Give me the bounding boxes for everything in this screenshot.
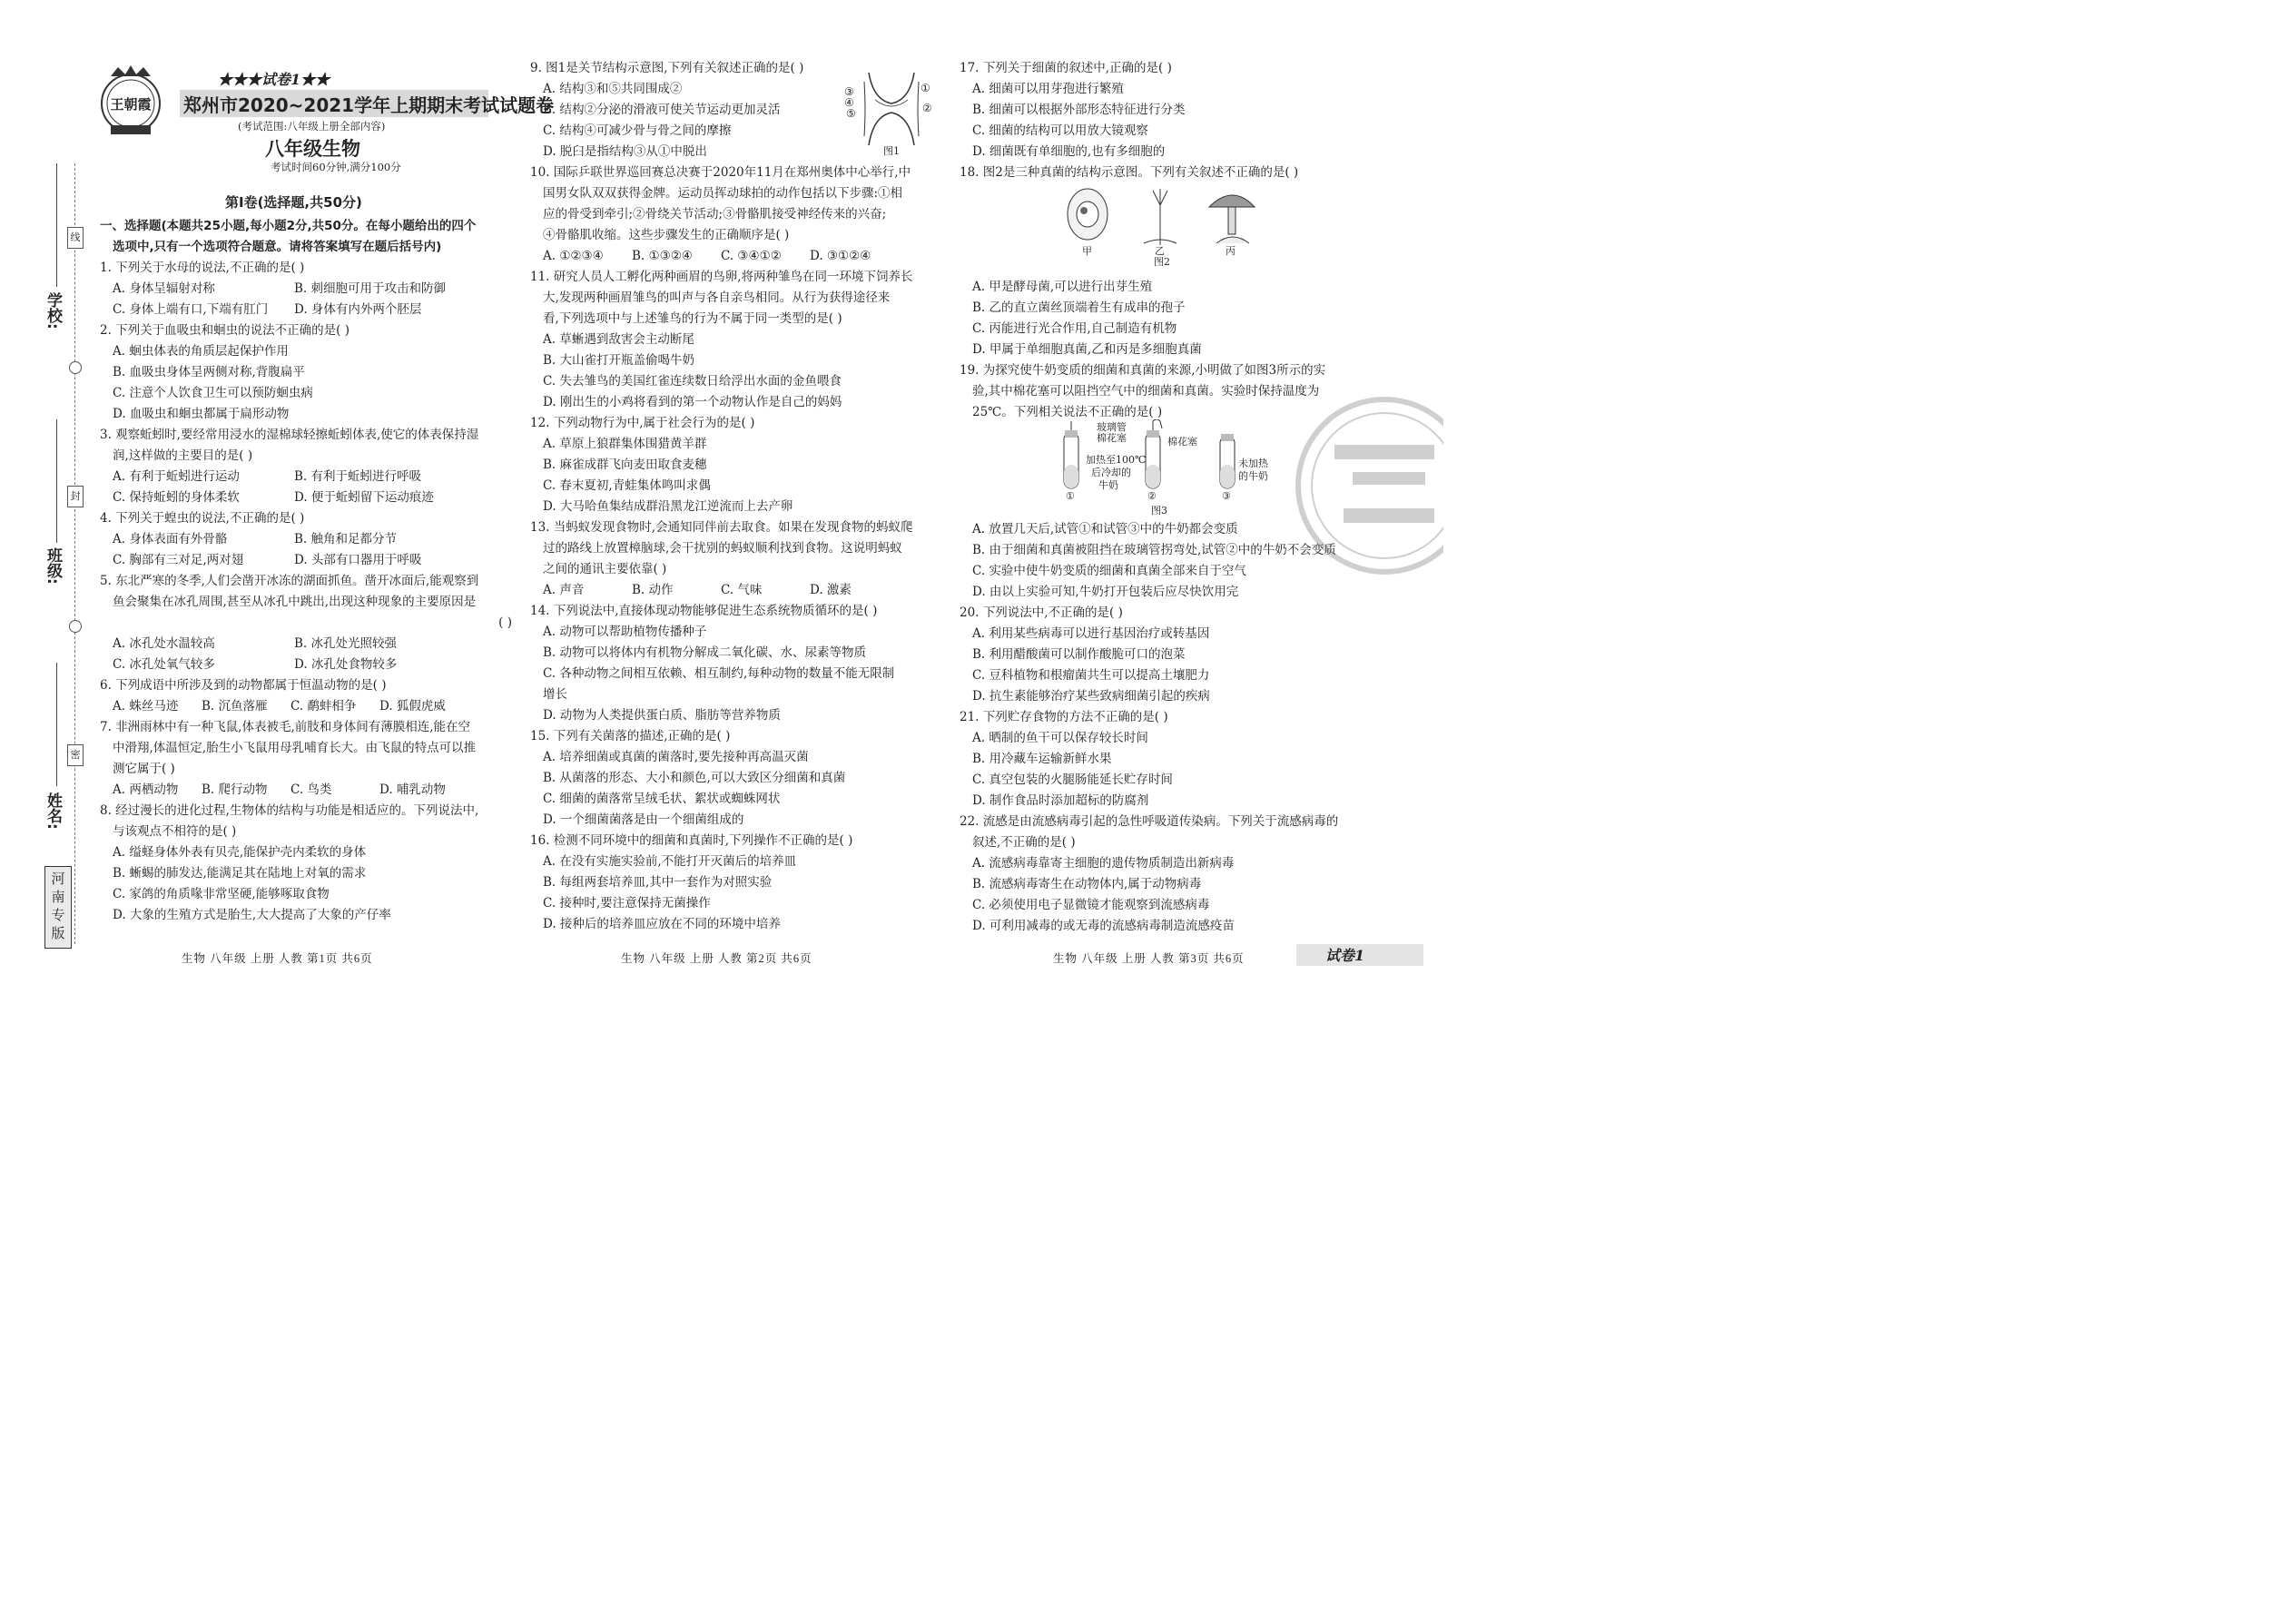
option-row — [100, 696, 512, 717]
answer-option: C. 家鸽的角质喙非常坚硬,能够啄取食物 — [113, 887, 330, 901]
answer-option: A. 身体表面有外骨骼 — [113, 532, 228, 546]
publisher-logo: 王朝霞 — [98, 64, 163, 138]
question-text: 鱼会聚集在冰孔周围,甚至从冰孔中跳出,出现这种现象的主要原因是 — [113, 595, 477, 609]
question-stem: 5. 东北严寒的冬季,人们会凿开冰冻的湖面抓鱼。凿开冰面后,能观察到 — [100, 574, 479, 588]
exam-number: ★★★试卷1★★ — [218, 71, 330, 88]
column-3-mid — [960, 277, 1325, 423]
answer-option: C. 鹬蚌相争 — [290, 699, 357, 714]
answer-option: A. 缢蛏身体外表有贝壳,能保护壳内柔软的身体 — [113, 845, 367, 860]
answer-option: B. 有利于蚯蚓进行呼吸 — [294, 469, 422, 484]
answer-option: B. 蜥蜴的肺发达,能满足其在陆地上对氧的需求 — [113, 866, 367, 881]
answer-option: C. 结构④可减少骨与骨之间的摩擦 — [543, 123, 732, 138]
answer-option: D. 一个细菌菌落是由一个细菌组成的 — [543, 812, 744, 827]
answer-option: C. 必须使用电子显微镜才能观察到流感病毒 — [972, 898, 1210, 912]
question-text: 中滑翔,体温恒定,胎生小飞鼠用母乳哺育长大。由飞鼠的特点可以推 — [113, 741, 477, 755]
answer-option: D. 可利用减毒的或无毒的流感病毒制造流感疫苗 — [972, 919, 1235, 933]
answer-option: D. ③①②④ — [810, 249, 871, 263]
option-row — [100, 634, 512, 655]
option-row — [100, 550, 512, 571]
answer-option: C. 注意个人饮食卫生可以预防蛔虫病 — [113, 386, 313, 400]
question-stem: 22. 流感是由流感病毒引起的急性呼吸道传染病。下列关于流感病毒的 — [960, 814, 1339, 829]
footer-page-1: 生物 八年级 上册 人教 第1页 共6页 — [182, 952, 373, 965]
question-stem: 21. 下列贮存食物的方法不正确的是( ) — [960, 710, 1168, 724]
question-stem: 20. 下列说法中,不正确的是( ) — [960, 605, 1123, 620]
answer-option: A. 培养细菌或真菌的菌落时,要先接种再高温灭菌 — [543, 750, 809, 764]
answer-option: C. 失去雏鸟的美国红雀连续数日给浮出水面的金鱼喂食 — [543, 374, 842, 389]
question-text: 叙述,不正确的是( ) — [972, 835, 1076, 850]
answer-option: B. 麻雀成群飞向麦田取食麦穗 — [543, 458, 707, 472]
answer-option: C. 气味 — [721, 583, 763, 597]
answer-option: C. 保持蚯蚓的身体柔软 — [113, 490, 240, 505]
question-text: 25℃。下列相关说法不正确的是( ) — [972, 405, 1163, 419]
option-row — [100, 487, 512, 508]
answer-option: A. 有利于蚯蚓进行运动 — [113, 469, 240, 484]
column-1 — [100, 258, 512, 926]
question-text: 增长 — [543, 687, 567, 702]
answer-option: D. 由以上实验可知,牛奶打开包装后应尽快饮用完 — [972, 585, 1239, 599]
answer-option: A. 草原上狼群集体围猎黄羊群 — [543, 437, 707, 451]
answer-option: C. 细菌的菌落常呈绒毛状、絮状或蜘蛛网状 — [543, 792, 781, 806]
answer-option: D. 大象的生殖方式是胎生,大大提高了大象的产仔率 — [113, 908, 391, 922]
answer-option: A. 流感病毒靠寄主细胞的遗传物质制造出新病毒 — [972, 856, 1235, 871]
option-row — [100, 780, 512, 801]
edition-badge: 河 南 专 版 — [44, 866, 72, 949]
binding-line — [74, 163, 75, 944]
answer-option: A. 草蜥遇到敌害会主动断尾 — [543, 332, 694, 347]
answer-option: A. 晒制的鱼干可以保存较长时间 — [972, 731, 1148, 745]
answer-option: B. 沉鱼落雁 — [202, 699, 268, 714]
subject-title: 八年级生物 — [265, 138, 360, 160]
answer-option: D. 甲属于单细胞真菌,乙和丙是多细胞真菌 — [972, 342, 1202, 357]
school-label: 学校: — [44, 292, 62, 330]
answer-option: A. 结构③和⑤共同围成② — [543, 82, 683, 96]
answer-option: B. 由于细菌和真菌被阻挡在玻璃管拐弯处,试管②中的牛奶不会变质 — [972, 543, 1336, 557]
answer-option: D. 狐假虎威 — [379, 699, 446, 714]
question-text: 国男女队双双获得金牌。运动员挥动球拍的动作包括以下步骤:①相 — [543, 186, 903, 201]
question-text: 看,下列选项中与上述雏鸟的行为不属于同一类型的是( ) — [543, 311, 842, 326]
answer-option: B. 动作 — [632, 583, 674, 597]
question-stem: 10. 国际乒联世界巡回赛总决赛于2020年11月在郑州奥体中心举行,中 — [530, 165, 911, 180]
answer-option: D. 制作食品时添加超标的防腐剂 — [972, 793, 1149, 808]
answer-option: A. 身体呈辐射对称 — [113, 281, 215, 296]
answer-option: A. 细菌可以用芽孢进行繁殖 — [972, 82, 1124, 96]
answer-option: B. 结构②分泌的滑液可使关节运动更加灵活 — [543, 103, 781, 117]
question-stem: 11. 研究人员人工孵化两种画眉的鸟卵,将两种雏鸟在同一环境下饲养长 — [530, 270, 913, 284]
answer-option: B. ①③②④ — [632, 249, 693, 263]
answer-option: C. 各种动物之间相互依赖、相互制约,每种动物的数量不能无限制 — [543, 666, 895, 681]
section-instructions: 一、选择题(本题共25小题,每小题2分,共50分。在每小题给出的四个 选项中,只有一个选项符合题意。请将答案填写在题后括号内) — [100, 219, 477, 254]
question-stem: 6. 下列成语中所涉及到的动物都属于恒温动物的是( ) — [100, 678, 387, 693]
question-stem: 19. 为探究使牛奶变质的细菌和真菌的来源,小明做了如图3所示的实 — [960, 363, 1326, 378]
question-stem: 8. 经过漫长的进化过程,生物体的结构与功能是相适应的。下列说法中, — [100, 803, 479, 818]
question-stem: 16. 检测不同环境中的细菌和真菌时,下列操作不正确的是( ) — [530, 833, 853, 848]
answer-option: D. 身体有内外两个胚层 — [294, 302, 422, 317]
option-row — [100, 300, 512, 320]
secret-seal-watermark — [1289, 390, 1443, 581]
answer-option: C. 冰孔处氧气较多 — [113, 657, 215, 672]
answer-option: B. 用冷藏车运输新鲜水果 — [972, 752, 1112, 766]
hole-marker — [69, 620, 82, 633]
column-3-bottom — [960, 519, 1338, 937]
answer-option: C. 接种时,要注意保持无菌操作 — [543, 896, 711, 910]
answer-option: A. 声音 — [543, 583, 585, 597]
figure-1-joint: ③ ④ ⑤ ① ② 图1 — [846, 73, 937, 156]
tag-seal: 封 — [67, 486, 84, 507]
option-row — [530, 246, 913, 267]
answer-option: A. 利用某些病毒可以进行基因治疗或转基因 — [972, 626, 1210, 641]
question-text: ( ) — [498, 615, 512, 630]
answer-option: A. 蛛丝马迹 — [113, 699, 179, 714]
question-text: 测它属于( ) — [113, 762, 175, 776]
answer-option: D. 激素 — [810, 583, 852, 597]
name-field[interactable] — [56, 663, 57, 786]
figure-2-fungi: 甲 乙 丙 图2 — [1053, 187, 1280, 269]
question-text: 应的骨受到牵引;②骨绕关节活动;③骨骼肌接受神经传来的兴奋; — [543, 207, 887, 221]
question-text: 润,这样做的主要目的是( ) — [113, 448, 253, 463]
question-text: 之间的通讯主要依靠( ) — [543, 562, 667, 576]
question-stem: 15. 下列有关菌落的描述,正确的是( ) — [530, 729, 731, 743]
answer-option: D. 哺乳动物 — [379, 782, 446, 797]
answer-option: C. 细菌的结构可以用放大镜观察 — [972, 123, 1148, 138]
answer-option: D. 冰孔处食物较多 — [294, 657, 398, 672]
answer-option: D. 便于蚯蚓留下运动痕迹 — [294, 490, 434, 505]
answer-option: D. 脱臼是指结构③从①中脱出 — [543, 144, 707, 159]
question-stem: 17. 下列关于细菌的叙述中,正确的是( ) — [960, 61, 1172, 75]
option-row — [100, 467, 512, 487]
answer-option: B. 动物可以将体内有机物分解成二氧化碳、水、尿素等物质 — [543, 645, 867, 660]
answer-option: C. 胸部有三对足,两对翅 — [113, 553, 244, 567]
answer-option: B. 刺细胞可用于攻击和防御 — [294, 281, 447, 296]
class-field[interactable] — [56, 419, 57, 543]
section-heading: 第Ⅰ卷(选择题,共50分) — [225, 194, 362, 211]
answer-option: B. 乙的直立菌丝顶端着生有成串的孢子 — [972, 300, 1186, 315]
question-stem: 3. 观察蚯蚓时,要经常用浸水的湿棉球轻擦蚯蚓体表,使它的体表保持湿 — [100, 428, 479, 442]
answer-option: B. 大山雀打开瓶盖偷喝牛奶 — [543, 353, 695, 368]
answer-option: C. 鸟类 — [290, 782, 332, 797]
answer-option: C. ③④①② — [721, 249, 782, 263]
question-stem: 18. 图2是三种真菌的结构示意图。下列有关叙述不正确的是( ) — [960, 165, 1299, 180]
question-stem: 14. 下列说法中,直接体现动物能够促进生态系统物质循环的是( ) — [530, 604, 878, 618]
answer-option: C. 春末夏初,青蛙集体鸣叫求偶 — [543, 478, 711, 493]
answer-option: A. 两栖动物 — [113, 782, 179, 797]
question-text: ④骨骼肌收缩。这些步骤发生的正确顺序是( ) — [543, 228, 790, 242]
exam-scope: (考试范围:八年级上册全部内容) — [238, 120, 386, 133]
answer-option: D. 动物为人类提供蛋白质、脂肪等营养物质 — [543, 708, 781, 723]
column-2 — [530, 58, 913, 935]
answer-option: B. 从菌落的形态、大小和颜色,可以大致区分细菌和真菌 — [543, 771, 846, 785]
question-text: 大,发现两种画眉雏鸟的叫声与各自亲鸟相同。从行为获得途径来 — [543, 290, 891, 305]
question-stem: 12. 下列动物行为中,属于社会行为的是( ) — [530, 416, 755, 430]
footer-badge: 试卷1 — [1325, 947, 1365, 964]
option-row — [100, 529, 512, 550]
exam-title: 郑州市2020~2021学年上期期末考试试题卷 — [183, 94, 555, 116]
option-row — [100, 279, 512, 300]
option-row — [100, 655, 512, 675]
answer-option: C. 身体上端有口,下端有肛门 — [113, 302, 269, 317]
hole-marker — [69, 361, 82, 374]
answer-option: A. 冰孔处水温较高 — [113, 636, 215, 651]
answer-option: A. ①②③④ — [543, 249, 604, 263]
school-field[interactable] — [56, 163, 57, 287]
question-stem: 1. 下列关于水母的说法,不正确的是( ) — [100, 261, 305, 275]
answer-option: B. 冰孔处光照较强 — [294, 636, 398, 651]
question-stem: 7. 非洲雨林中有一种飞鼠,体表被毛,前肢和身体间有薄膜相连,能在空 — [100, 720, 471, 734]
answer-option: D. 大马哈鱼集结成群沿黑龙江逆流而上去产卵 — [543, 499, 793, 514]
question-text: 与该观点不相符的是( ) — [113, 824, 237, 839]
answer-option: B. 细菌可以根据外部形态特征进行分类 — [972, 103, 1186, 117]
answer-option: B. 触角和足都分节 — [294, 532, 398, 546]
answer-option: D. 接种后的培养皿应放在不同的环境中培养 — [543, 917, 781, 931]
question-stem: 2. 下列关于血吸虫和蛔虫的说法不正确的是( ) — [100, 323, 350, 338]
class-label: 班级: — [44, 547, 62, 585]
answer-option: C. 丙能进行光合作用,自己制造有机物 — [972, 321, 1177, 336]
answer-option: A. 动物可以帮助植物传播种子 — [543, 625, 707, 639]
answer-option: C. 豆科植物和根瘤菌共生可以提高土壤肥力 — [972, 668, 1210, 683]
question-text: 验,其中棉花塞可以阻挡空气中的细菌和真菌。实验时保持温度为 — [972, 384, 1320, 399]
answer-option: D. 头部有口器用于呼吸 — [294, 553, 422, 567]
answer-option: A. 放置几天后,试管①和试管③中的牛奶都会变质 — [972, 522, 1238, 536]
answer-option: D. 刚出生的小鸡将看到的第一个动物认作是自己的妈妈 — [543, 395, 842, 409]
answer-option: B. 爬行动物 — [202, 782, 268, 797]
figure-3-experiment: 玻璃管 棉花塞 棉花塞 加热至100℃ 后冷却的 牛奶 未加热 的牛奶 ① ② ③ 图3 — [1066, 421, 1268, 517]
answer-option: C. 实验中使牛奶变质的细菌和真菌全部来自于空气 — [972, 564, 1246, 578]
option-row — [530, 580, 913, 601]
answer-option: B. 每组两套培养皿,其中一套作为对照实验 — [543, 875, 773, 890]
time-note: 考试时间60分钟,满分100分 — [271, 161, 401, 173]
answer-option: D. 抗生素能够治疗某些致病细菌引起的疾病 — [972, 689, 1210, 704]
answer-option: A. 甲是酵母菌,可以进行出芽生殖 — [972, 280, 1153, 294]
footer-page-3: 生物 八年级 上册 人教 第3页 共6页 — [1053, 952, 1245, 965]
answer-option: C. 真空包装的火腿肠能延长贮存时间 — [972, 773, 1173, 787]
answer-option: B. 血吸虫身体呈两侧对称,背腹扁平 — [113, 365, 305, 379]
answer-option: B. 利用醋酸菌可以制作酸脆可口的泡菜 — [972, 647, 1186, 662]
answer-option: A. 在没有实施实验前,不能打开灭菌后的培养皿 — [543, 854, 797, 869]
tag-line: 线 — [67, 227, 84, 249]
tag-sealed: 密 — [67, 744, 84, 766]
question-stem: 4. 下列关于蝗虫的说法,不正确的是( ) — [100, 511, 305, 526]
column-3-top — [960, 58, 1298, 183]
name-label: 姓名: — [44, 792, 62, 830]
answer-option: D. 细菌既有单细胞的,也有多细胞的 — [972, 144, 1166, 159]
question-text: 过的路线上放置樟脑球,会干扰别的蚂蚁顺利找到食物。这说明蚂蚁 — [543, 541, 902, 556]
question-stem: 13. 当蚂蚁发现食物时,会通知同伴前去取食。如果在发现食物的蚂蚁爬 — [530, 520, 913, 535]
footer-page-2: 生物 八年级 上册 人教 第2页 共6页 — [621, 952, 812, 965]
question-stem: 9. 图1是关节结构示意图,下列有关叙述正确的是( ) — [530, 61, 804, 75]
answer-option: D. 血吸虫和蛔虫都属于扁形动物 — [113, 407, 290, 421]
answer-option: B. 流感病毒寄生在动物体内,属于动物病毒 — [972, 877, 1202, 891]
answer-option: A. 蛔虫体表的角质层起保护作用 — [113, 344, 289, 359]
